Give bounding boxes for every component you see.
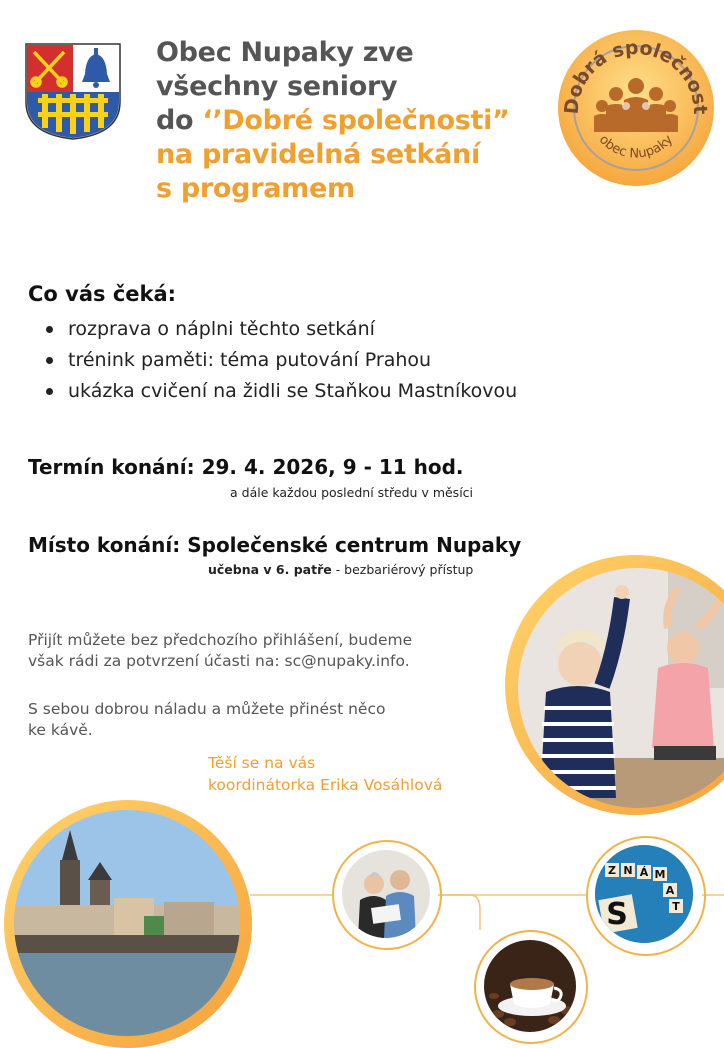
signature-name: koordinátorka Erika Vosáhlová <box>208 776 443 794</box>
expect-list <box>44 314 517 407</box>
prague-photo <box>14 810 240 1036</box>
bring-info <box>28 699 498 741</box>
accessibility-note: - bezbariérový přístup <box>331 562 474 577</box>
event-place: Místo konání: Společenské centrum Nupaky <box>28 533 522 557</box>
list-item <box>44 314 517 345</box>
coat-of-arms-logo <box>24 42 122 140</box>
heading-line: Obec Nupaky zve <box>156 37 414 68</box>
scrabble-photo <box>595 845 693 943</box>
expect-title: Co vás čeká: <box>28 282 177 306</box>
scrabble-tile: T <box>672 900 680 913</box>
signature-greeting: Těší se na vás <box>208 754 316 772</box>
heading-line: s programem <box>156 173 355 204</box>
seniors-reading-photo <box>342 850 430 938</box>
bullet-icon <box>46 357 53 364</box>
heading-line: všechny seniory <box>156 71 398 102</box>
paragraph-line: S sebou dobrou náladu a můžete přinést něco <box>28 700 386 718</box>
scrabble-tile: N <box>623 864 633 877</box>
bullet-icon <box>46 388 53 395</box>
scrabble-tile: Z <box>608 864 616 877</box>
signature <box>208 752 442 796</box>
scrabble-tile: S <box>606 897 628 932</box>
paragraph-line: ke kávě. <box>28 721 93 739</box>
badge-bottom-text: obec Nupaky <box>595 132 677 162</box>
badge-top-text: Dobrá společnost <box>560 36 712 116</box>
list-item-text: trénink paměti: téma putování Prahou <box>68 349 432 371</box>
coffee-photo <box>484 940 576 1032</box>
bullet-icon <box>46 326 53 333</box>
dobra-spolecnost-badge <box>556 28 716 188</box>
list-item-text: ukázka cvičení na židli se Staňkou Mastníkovou <box>68 380 518 402</box>
heading-quote: ‘’Dobré společnosti” <box>202 105 510 136</box>
scrabble-tile: Á <box>639 866 649 879</box>
list-item <box>44 376 517 407</box>
list-item-text: rozprava o náplni těchto setkání <box>68 318 375 340</box>
invitation-heading <box>156 36 576 206</box>
paragraph-line: Přijít můžete bez předchozího přihlášení, budeme <box>28 631 413 649</box>
event-date-note: a dále každou poslední středu v měsíci <box>230 485 474 500</box>
heading-prefix: do <box>156 105 194 136</box>
list-item <box>44 345 517 376</box>
heading-line: na pravidelná setkání <box>156 139 480 170</box>
room-label: učebna v 6. patře <box>208 562 332 577</box>
scrabble-tile: A <box>665 884 675 897</box>
event-place-note <box>208 562 473 577</box>
registration-info <box>28 630 498 672</box>
scrabble-tile: M <box>654 868 666 881</box>
heading-line <box>156 104 576 138</box>
paragraph-line: však rádi za potvrzení účasti na: sc@nupaky.info. <box>28 652 410 670</box>
event-date: Termín konání: 29. 4. 2026, 9 - 11 hod. <box>28 455 464 479</box>
